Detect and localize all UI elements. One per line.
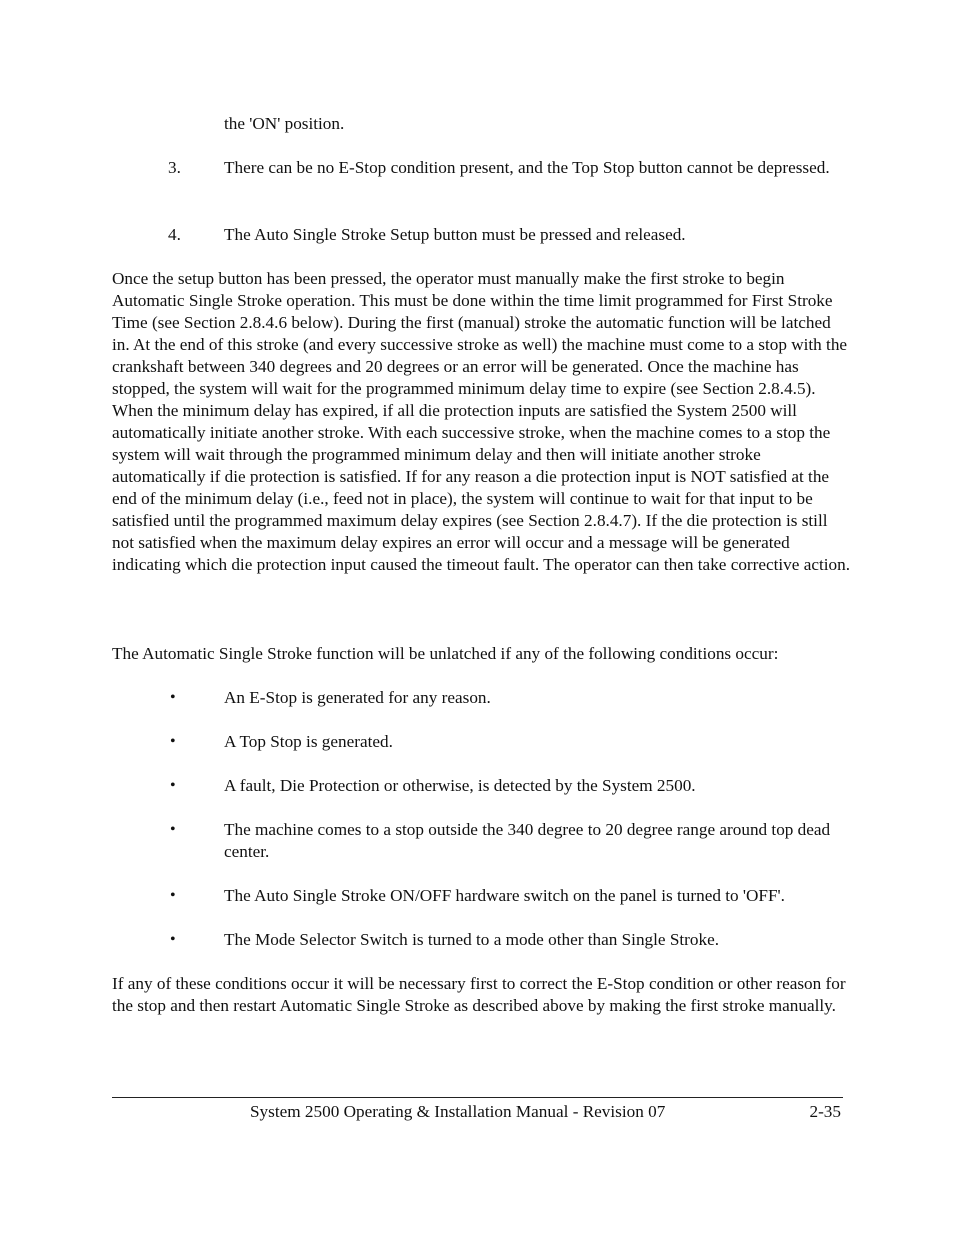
step-number: 3. <box>168 158 181 177</box>
step-text: The Auto Single Stroke Setup button must be pressed and released. <box>224 225 686 244</box>
footer-title: System 2500 Operating & Installation Manual - Revision 07 <box>250 1102 666 1121</box>
bullet-icon: • <box>170 887 176 904</box>
body-paragraph: Once the setup button has been pressed, the operator must manually make the first stroke to begin Automatic Single Stroke operation. This must be done within the time limit programmed for First Stroke Time (see Section 2.8.4.6 below). During the first (manual) stroke the automatic function will be latched in. At the end of this stroke (and every successive stroke as well) the machine must come to a stop with the crankshaft between 340 degrees and 20 degrees or an error will be generated. Once the machine has stopped, the system will wait for the programmed minimum delay time to expire (see Section 2.8.4.5). When the minimum delay has expired, if all die protection inputs are satisfied the System 2500 will automatically initiate another stroke. With each successive stroke, when the machine comes to a stop the system will wait through the programmed minimum delay and then will initiate another stroke automatically if die protection is satisfied. If for any reason a die protection input is NOT satisfied at the end of the minimum delay (i.e., feed not in place), the system will continue to wait for that input to be satisfied until the programmed maximum delay expires (see Section 2.8.4.7). If the die protection is still not satisfied when the maximum delay expires an error will occur and a message will be generated indicating which die protection input caused the timeout fault. The operator can then take corrective action. <box>112 269 850 574</box>
bullet-icon: • <box>170 821 176 838</box>
step-text: There can be no E-Stop condition present, and the Top Stop button cannot be depressed. <box>224 158 830 177</box>
bullet-icon: • <box>170 689 176 706</box>
condition-text: The Auto Single Stroke ON/OFF hardware switch on the panel is turned to 'OFF'. <box>224 886 785 905</box>
page-number: 2-35 <box>809 1102 841 1121</box>
bullet-icon: • <box>170 777 176 794</box>
bullet-icon: • <box>170 733 176 750</box>
condition-text: An E-Stop is generated for any reason. <box>224 688 491 707</box>
condition-text: A fault, Die Protection or otherwise, is detected by the System 2500. <box>224 776 696 795</box>
footer-divider <box>112 1097 843 1098</box>
condition-text: The machine comes to a stop outside the 340 degree to 20 degree range around top dead center. <box>224 820 831 861</box>
continued-step-text: the 'ON' position. <box>224 114 345 133</box>
condition-text: The Mode Selector Switch is turned to a mode other than Single Stroke. <box>224 930 719 949</box>
bullet-icon: • <box>170 931 176 948</box>
step-number: 4. <box>168 225 181 244</box>
body-paragraph: The Automatic Single Stroke function will be unlatched if any of the following conditions occur: <box>112 644 779 663</box>
condition-text: A Top Stop is generated. <box>224 732 393 751</box>
body-paragraph: If any of these conditions occur it will be necessary first to correct the E-Stop condition or other reason for the stop and then restart Automatic Single Stroke as described above by making the first stroke manually. <box>112 974 846 1015</box>
